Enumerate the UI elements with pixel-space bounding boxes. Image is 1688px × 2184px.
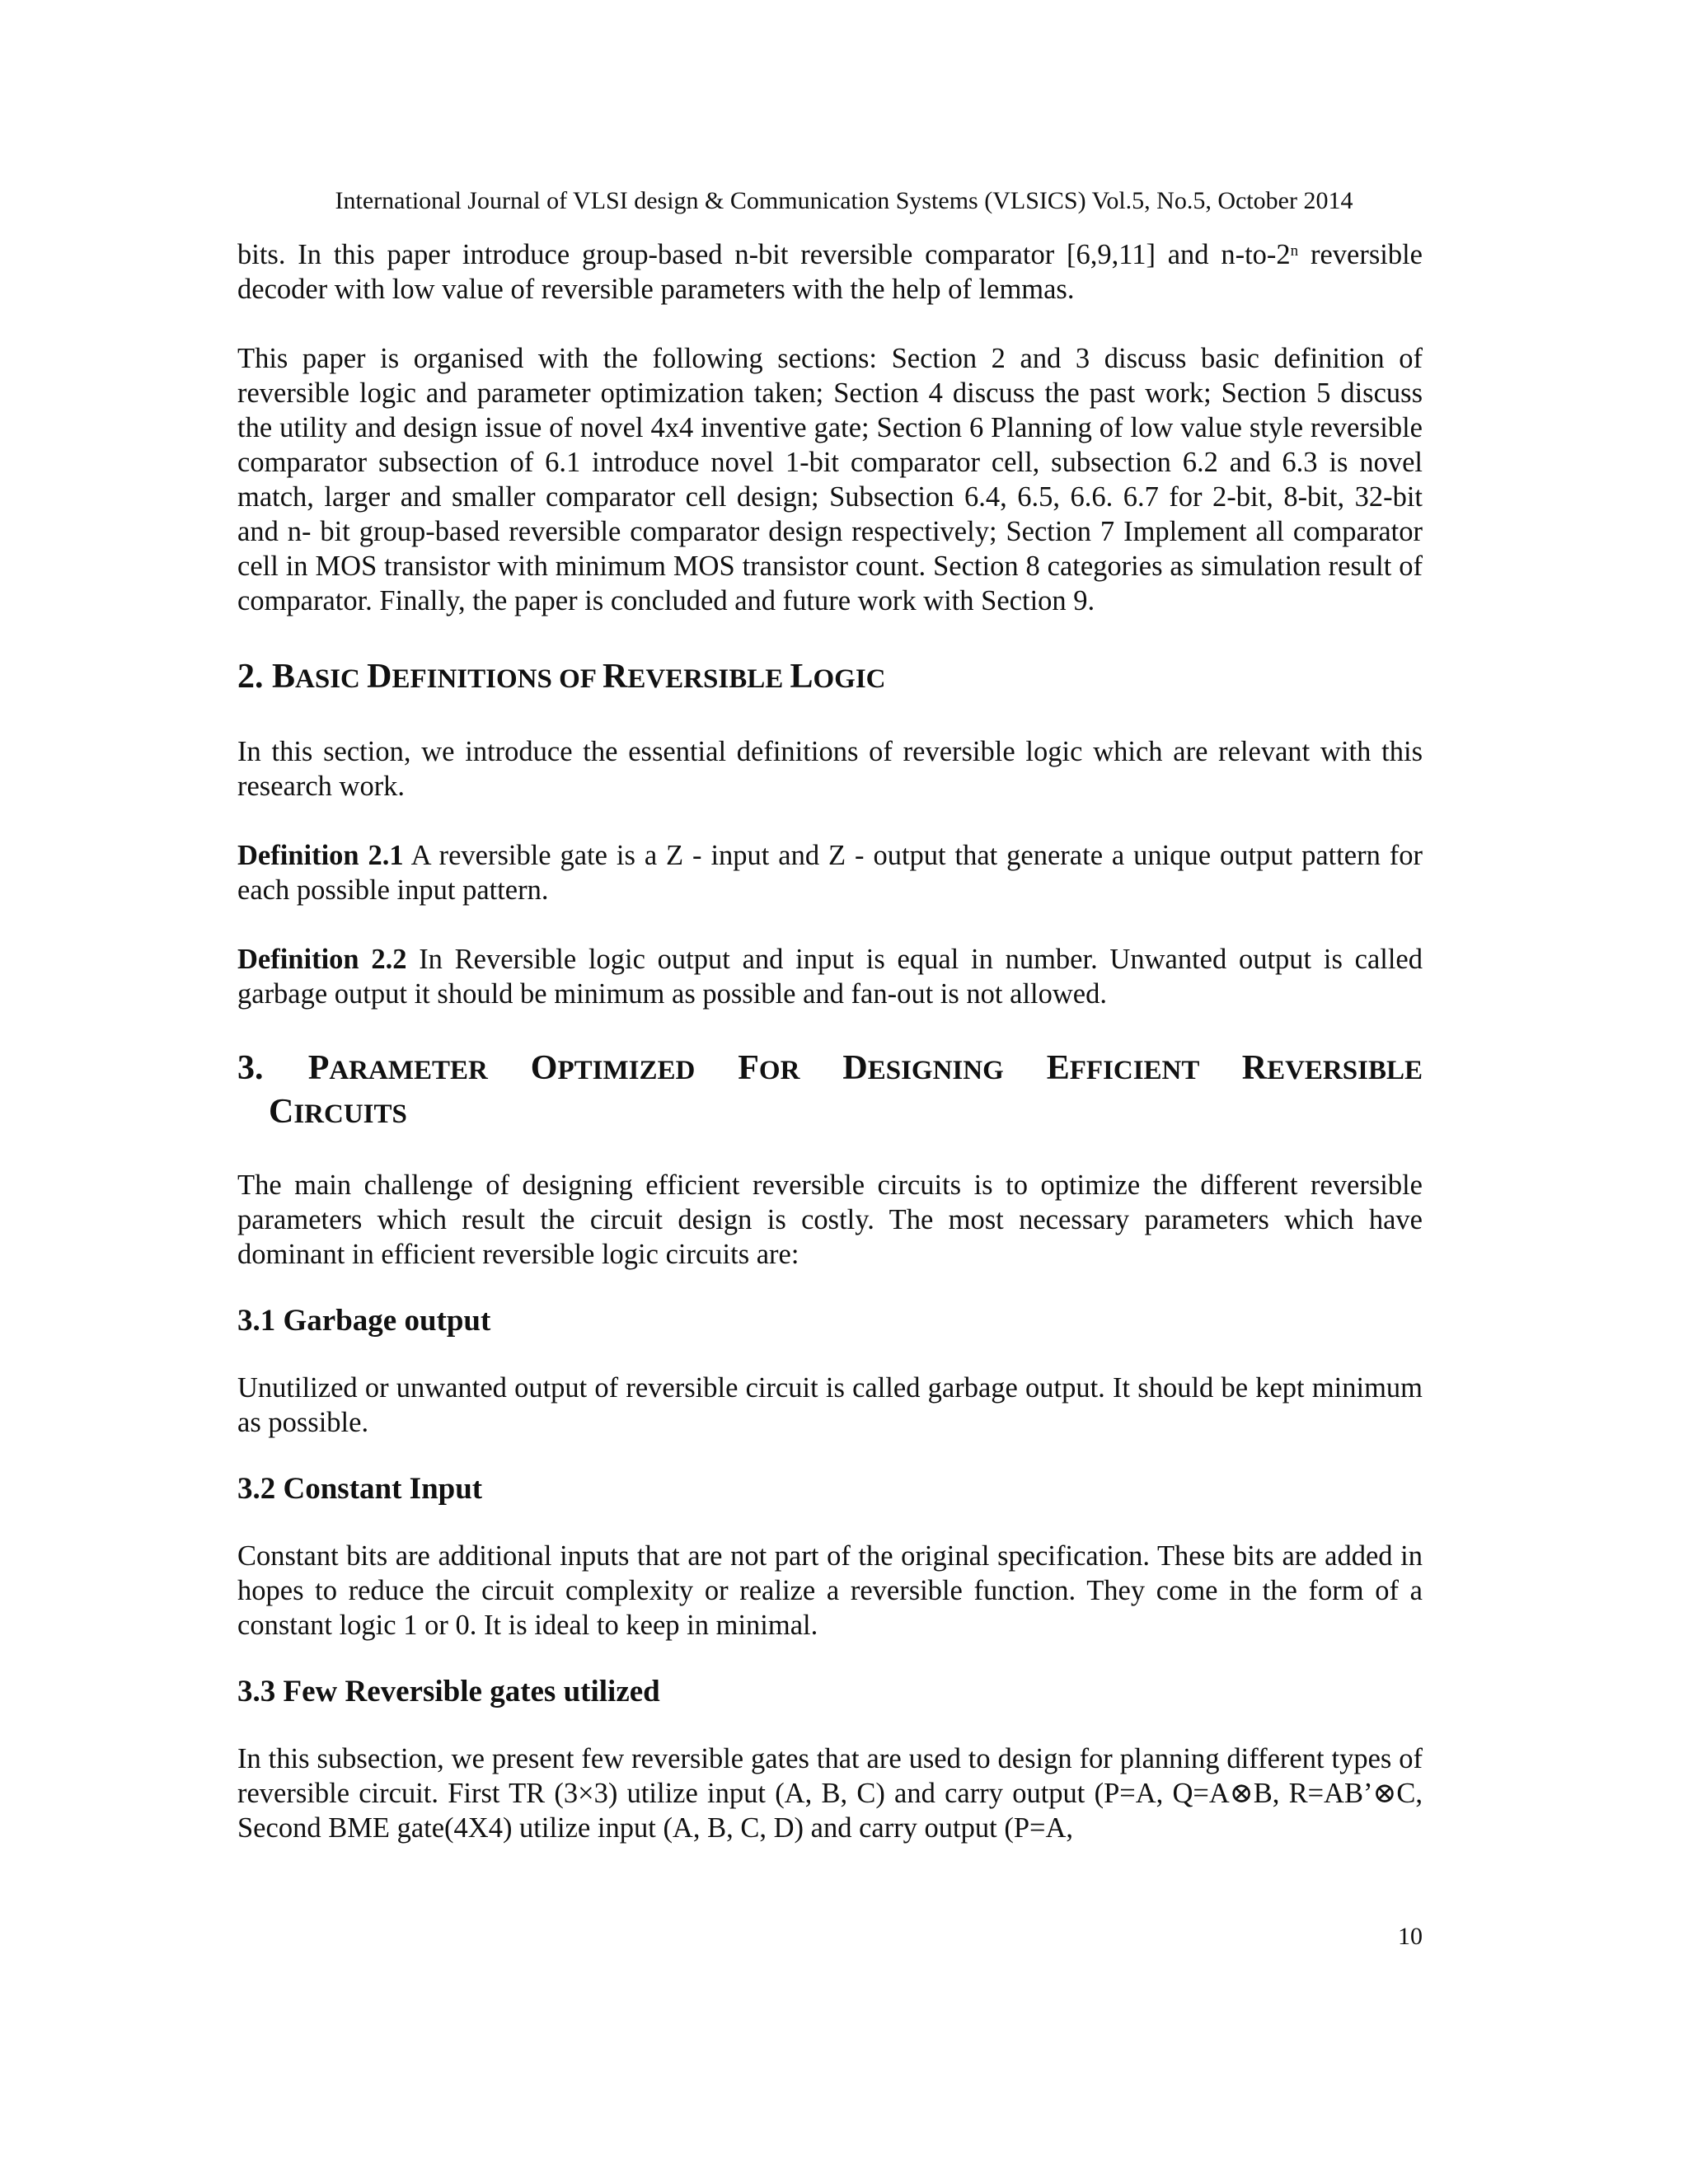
subsection-3-1-heading: 3.1 Garbage output [237,1304,491,1338]
definition-text: In Reversible logic output and input is equal in number. Unwanted output is called garbage output it should be minimum as possible and fan-out is not allowed. [237,944,1423,1010]
definition-label: Definition 2.2 [237,944,407,975]
running-header: International Journal of VLSI design & Communication Systems (VLSICS) Vol.5, No.5, October 2014 [335,187,1353,214]
section-3-intro: The main challenge of designing efficient reversible circuits is to optimize the different reversible parameters which result the circuit design is costly. The most necessary parameters which have dominant in efficient reversible logic circuits are: [237,1169,1423,1270]
subsection-3-3-heading: 3.3 Few Reversible gates utilized [237,1675,660,1708]
heading-cap: D [367,658,392,696]
section-2-intro: In this section, we introduce the essential definitions of reversible logic which are relevant with this research work. [237,736,1423,802]
subsection-3-3-text: In this subsection, we present few reversible gates that are used to design for planning different types of reversible circuit. First TR (3×3) utilize input (A, B, C) and carry output (P=A, Q=A⊗B, R=AB’⊗C, Second BME gate(4X4) utilize input (A, B, C, D) and carry output (P=A, [237,1743,1423,1844]
heading-cap: P [307,1049,330,1087]
heading-cap: D [842,1049,868,1087]
definition-2-2 [237,942,1423,1011]
text-run: reversible decoder with low value of reversible parameters with the help of lemmas. [237,239,1423,305]
heading-cap: R [602,658,628,696]
heading-cap: E [1046,1049,1070,1087]
heading-line [237,1091,1423,1135]
subsection-3-2-heading: 3.2 Constant Input [237,1472,483,1506]
section-2-heading [237,656,1423,700]
subsection-3-1-text: Unutilized or unwanted output of reversible circuit is called garbage output. It should be kept minimum as possible. [237,1372,1423,1438]
heading-smallcaps: EVERSIBLE [627,664,790,694]
heading-smallcaps: EFINITIONS OF [392,664,603,694]
heading-smallcaps: EVERSIBLE [1267,1056,1423,1085]
intro-continuation-paragraph [237,237,1423,307]
page-number: 10 [1398,1923,1423,1950]
definition-label: Definition 2.1 [237,840,404,871]
definition-2-1 [237,838,1423,907]
heading-smallcaps: OGIC [813,664,886,694]
organisation-paragraph: This paper is organised with the following sections: Section 2 and 3 discuss basic definition of reversible logic and parameter optimization taken; Section 4 discuss the past work; Section 5 discuss the utility and design issue of novel 4x4 inventive gate; Section 6 Planning of low value style reversible comparator subsection of 6.1 introduce novel 1-bit comparator cell, subsection 6.2 and 6.3 is novel match, larger and smaller comparator cell design; Subsection 6.4, 6.5, 6.6. 6.7 for 2-bit, 8-bit, 32-bit and n- bit group-based reversible comparator design respectively; Section 7 Implement all comparator cell in MOS transistor with minimum MOS transistor count. Section 8 categories as simulation result of comparator. Finally, the paper is concluded and future work with Section 9. [237,343,1423,616]
heading-smallcaps: IRCUITS [293,1099,407,1129]
page-body [237,237,1423,1845]
heading-cap: L [790,658,814,696]
heading-smallcaps: FFICIENT [1069,1056,1242,1085]
heading-cap: R [1241,1049,1268,1087]
heading-smallcaps: OR [758,1056,843,1085]
section-number: 2. [237,658,264,696]
heading-smallcaps: ARAMETER [329,1056,531,1085]
heading-cap: F [738,1049,759,1087]
section-number: 3. [237,1049,264,1087]
heading-line [237,1047,1423,1091]
definition-text: A reversible gate is a Z - input and Z - output that generate a unique output pattern for each possible input pattern. [237,840,1423,906]
subsection-3-2-text: Constant bits are additional inputs that are not part of the original specification. These bits are added in hopes to reduce the circuit complexity or realize a reversible function. They come in the form of a constant logic 1 or 0. It is ideal to keep in minimal. [237,1540,1423,1641]
heading-cap: B [272,658,296,696]
heading-cap: C [269,1093,294,1131]
superscript: n [1290,242,1299,260]
heading-smallcaps: PTIMIZED [557,1056,738,1085]
heading-smallcaps: ESIGNING [867,1056,1047,1085]
heading-cap: O [530,1049,558,1087]
heading-smallcaps: ASIC [295,664,368,694]
section-3-heading [237,1047,1423,1135]
text-run: bits. In this paper introduce group-based n-bit reversible comparator [6,9,11] and n-to-2 [237,239,1291,270]
